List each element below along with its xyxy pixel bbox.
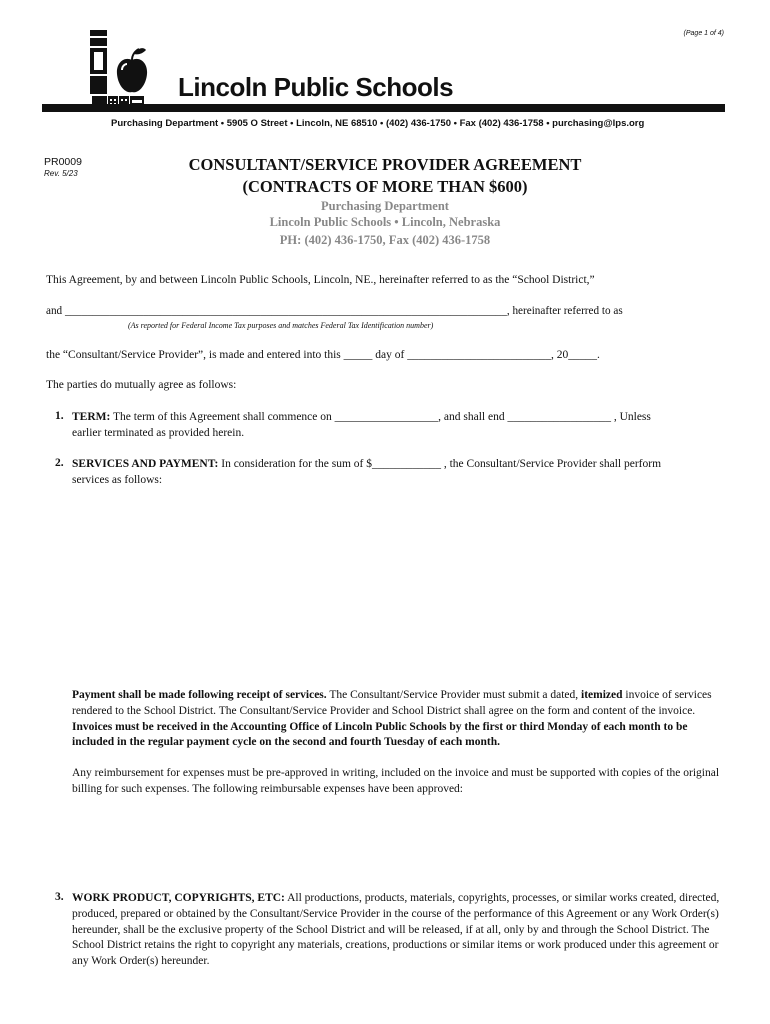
services-number: 2.: [55, 457, 64, 469]
services-label: SERVICES AND PAYMENT:: [72, 458, 219, 470]
services-text-2: services as follows:: [72, 473, 163, 486]
payment-paragraph: [72, 688, 727, 751]
payment-bold-2: itemized: [581, 689, 623, 701]
payment-bold-3: Invoices must be received in the Accounting Office of Lincoln Public Schools by the first or third Monday of each month to be included in the regular payment cycle on the second and fourth Tuesday of each month.: [72, 720, 688, 749]
and-party-line: and _______________________________________________________________________________, hereinafter referred to as: [46, 305, 623, 317]
work-label: WORK PRODUCT, COPYRIGHTS, ETC:: [72, 892, 285, 904]
and-party-caption: (As reported for Federal Income Tax purposes and matches Federal Tax Identification number): [128, 321, 434, 330]
payment-bold-1: Payment shall be made following receipt of services.: [72, 689, 327, 701]
payment-text-1: The Consultant/Service Provider must submit a dated,: [326, 689, 582, 701]
term-text-2: earlier terminated as provided herein.: [72, 426, 245, 439]
term-text-1: The term of this Agreement shall commence on __________________, and shall end __________________ , Unless: [110, 411, 651, 423]
organization-name: Lincoln Public Schools: [178, 72, 454, 102]
term-label: TERM:: [72, 411, 111, 423]
work-text: All productions, products, materials, copyrights, processes, or similar works created, directed, produced, prepared or obtained by the Consultant/Service Provider in the course of the performance of this Agreement or any Work Order(s) hereunder, shall be the exclusive property of the School District and will be released, if at all, only by and through the School District. The School District retains the right to copyright any materials, creations, productions or similar items or work produced under this agreement or any Work Order(s) hereunder.: [72, 892, 720, 968]
payment-text-2: invoice of services rendered to the School District. The Consultant/Service Provider and School District shall agree on the form and content of the invoice.: [72, 689, 712, 717]
subtitle-line-2: Lincoln Public Schools • Lincoln, Nebraska: [269, 215, 501, 229]
work-number: 3.: [55, 891, 64, 903]
subtitle-line-1: Purchasing Department: [321, 199, 449, 213]
address-line: Purchasing Department • 5905 O Street • Lincoln, NE 68510 • (402) 436-1750 • Fax (402) 436-1758 • purchasing@lps.org: [111, 118, 645, 129]
header-rule: [42, 104, 725, 112]
parties-line: The parties do mutually agree as follows:: [46, 379, 237, 391]
term-number: 1.: [55, 410, 64, 422]
services-text-1: In consideration for the sum of $____________ , the Consultant/Service Provider shall perform: [218, 458, 662, 470]
services-section: [72, 457, 727, 489]
reimbursement-paragraph: Any reimbursement for expenses must be pre-approved in writing, included on the invoice and must be supported with copies of the original billing for such expenses. The following reimbursable expenses have been approved:: [72, 767, 720, 795]
work-product-section: [72, 891, 727, 970]
title-line-1: CONSULTANT/SERVICE PROVIDER AGREEMENT: [188, 155, 582, 174]
intro-paragraph: This Agreement, by and between Lincoln Public Schools, Lincoln, NE., hereinafter referred to as the “School District,”: [46, 274, 595, 286]
term-section: [72, 410, 727, 442]
consultant-line: the “Consultant/Service Provider”, is made and entered into this _____ day of _________________________, 20_____.: [46, 349, 600, 361]
title-line-2: (CONTRACTS OF MORE THAN $600): [242, 177, 528, 196]
form-revision: Rev. 5/23: [44, 169, 78, 178]
page-number: (Page 1 of 4): [683, 30, 724, 37]
subtitle-line-3: PH: (402) 436-1750, Fax (402) 436-1758: [279, 233, 491, 247]
form-number: PR0009: [44, 156, 82, 168]
